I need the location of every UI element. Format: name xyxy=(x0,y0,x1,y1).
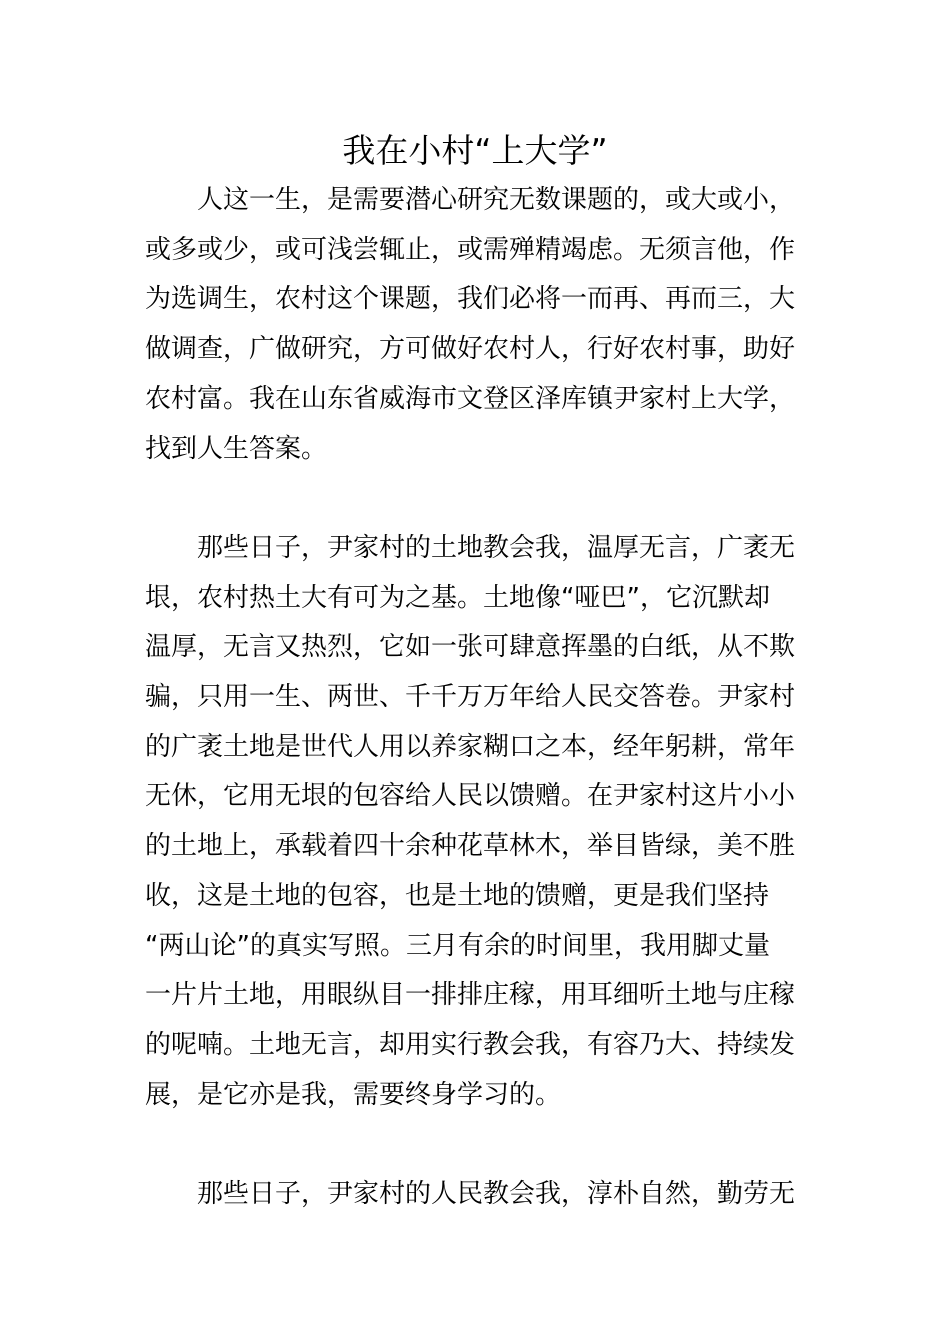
paragraph-line: 无休，它用无垠的包容给人民以馈赠。在尹家村这片小小 xyxy=(145,781,796,812)
paragraph-spacer xyxy=(145,1120,809,1170)
paragraph-line: 人这一生，是需要潜心研究无数课题的，或大或小， xyxy=(197,185,796,215)
paragraph-line: 做调查，广做研究，方可做好农村人，行好农村事，助好 xyxy=(145,334,796,365)
paragraph-line: 或多或少，或可浅尝辄止，或需殚精竭虑。无须言他，作 xyxy=(145,234,796,265)
paragraph-line: 收，这是土地的包容，也是土地的馈赠，更是我们坚持 xyxy=(145,880,770,911)
paragraph-line: 的呢喃。土地无言，却用实行教会我，有容乃大、持续发 xyxy=(145,1029,796,1060)
paragraph-line: “两山论”的真实写照。三月有余的时间里，我用脚丈量 xyxy=(145,930,770,961)
paragraph-line: 那些日子，尹家村的土地教会我，温厚无言，广袤无 xyxy=(197,532,796,563)
paragraph-line: 一片片土地，用眼纵目一排排庄稼，用耳细听土地与庄稼 xyxy=(145,980,796,1011)
paragraph-line: 那些日子，尹家村的人民教会我，淳朴自然，勤劳无 xyxy=(197,1179,796,1210)
paragraph-line: 的广袤土地是世代人用以养家糊口之本，经年躬耕，常年 xyxy=(145,731,796,762)
paragraph-2 xyxy=(145,524,809,1120)
document-title: 我在小村“上大学” xyxy=(342,131,608,170)
paragraph-line: 骗，只用一生、两世、千千万万年给人民交答卷。尹家村 xyxy=(145,682,796,713)
paragraph-line: 温厚，无言又热烈，它如一张可肆意挥墨的白纸，从不欺 xyxy=(145,632,796,663)
paragraph-3 xyxy=(145,1170,809,1220)
paragraph-line: 找到人生答案。 xyxy=(145,433,328,464)
paragraph-line: 的土地上，承载着四十余种花草林木，举目皆绿，美不胜 xyxy=(145,831,796,862)
paragraph-spacer xyxy=(145,474,809,524)
paragraph-line: 垠，农村热土大有可为之基。土地像“哑巴”，它沉默却 xyxy=(145,582,770,613)
paragraph-line: 展，是它亦是我，需要终身学习的。 xyxy=(145,1079,562,1110)
paragraph-line: 农村富。我在山东省威海市文登区泽库镇尹家村上大学， xyxy=(145,383,796,414)
document-body xyxy=(145,176,809,1220)
paragraph-1 xyxy=(145,176,809,474)
paragraph-line: 为选调生，农村这个课题，我们必将一而再、再而三，大 xyxy=(145,284,796,315)
